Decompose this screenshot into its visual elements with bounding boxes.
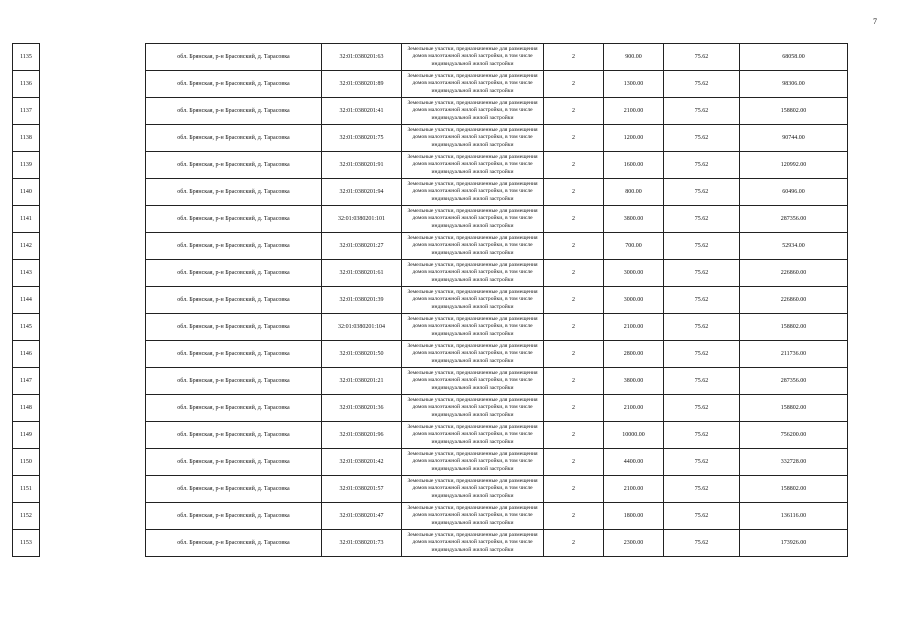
row-number-cell: 1138 [13,125,40,152]
address-cell: обл. Брянская, р-н Брасовский, д. Тарасовка [146,260,322,287]
blank-cell [40,449,146,476]
cadastral-value-cell: 158802.00 [740,314,848,341]
address-cell: обл. Брянская, р-н Брасовский, д. Тарасовка [146,125,322,152]
rate-cell: 75.62 [664,476,740,503]
cadastral-value-cell: 90744.00 [740,125,848,152]
table-row [13,179,848,206]
row-number-cell: 1136 [13,71,40,98]
group-code-cell: 2 [544,449,604,476]
table-row [13,206,848,233]
table-row [13,530,848,557]
land-use-description-cell: Земельные участки, предназначенные для размещения домов малоэтажной жилой застройки, в том числе индивидуальной жилой застройки [402,503,544,530]
blank-cell [40,260,146,287]
group-code-cell: 2 [544,422,604,449]
area-cell: 1200.00 [604,125,664,152]
area-cell: 2300.00 [604,530,664,557]
area-cell: 2100.00 [604,476,664,503]
group-code-cell: 2 [544,206,604,233]
area-cell: 800.00 [604,179,664,206]
land-use-description-cell: Земельные участки, предназначенные для размещения домов малоэтажной жилой застройки, в том числе индивидуальной жилой застройки [402,314,544,341]
row-number-cell: 1140 [13,179,40,206]
blank-cell [40,476,146,503]
land-use-description-cell: Земельные участки, предназначенные для размещения домов малоэтажной жилой застройки, в том числе индивидуальной жилой застройки [402,422,544,449]
blank-cell [40,71,146,98]
table-row [13,422,848,449]
group-code-cell: 2 [544,125,604,152]
land-use-description-cell: Земельные участки, предназначенные для размещения домов малоэтажной жилой застройки, в том числе индивидуальной жилой застройки [402,449,544,476]
rate-cell: 75.62 [664,206,740,233]
blank-cell [40,368,146,395]
cadastral-value-cell: 287356.00 [740,206,848,233]
rate-cell: 75.62 [664,125,740,152]
cadastral-number-cell: 32:01:0380201:63 [322,44,402,71]
rate-cell: 75.62 [664,260,740,287]
group-code-cell: 2 [544,476,604,503]
table-row [13,233,848,260]
address-cell: обл. Брянская, р-н Брасовский, д. Тарасовка [146,476,322,503]
rate-cell: 75.62 [664,287,740,314]
address-cell: обл. Брянская, р-н Брасовский, д. Тарасовка [146,71,322,98]
cadastral-value-cell: 136116.00 [740,503,848,530]
table-row [13,503,848,530]
table-row [13,287,848,314]
area-cell: 2100.00 [604,395,664,422]
table-row [13,341,848,368]
cadastral-number-cell: 32:01:0380201:73 [322,530,402,557]
address-cell: обл. Брянская, р-н Брасовский, д. Тарасовка [146,422,322,449]
blank-cell [40,206,146,233]
row-number-cell: 1137 [13,98,40,125]
row-number-cell: 1149 [13,422,40,449]
address-cell: обл. Брянская, р-н Брасовский, д. Тарасовка [146,233,322,260]
land-use-description-cell: Земельные участки, предназначенные для размещения домов малоэтажной жилой застройки, в том числе индивидуальной жилой застройки [402,395,544,422]
address-cell: обл. Брянская, р-н Брасовский, д. Тарасовка [146,152,322,179]
page-number: 7 [873,17,877,26]
blank-cell [40,314,146,341]
area-cell: 2100.00 [604,314,664,341]
cadastral-value-cell: 756200.00 [740,422,848,449]
row-number-cell: 1135 [13,44,40,71]
area-cell: 1600.00 [604,152,664,179]
rate-cell: 75.62 [664,152,740,179]
blank-cell [40,179,146,206]
blank-cell [40,98,146,125]
land-use-description-cell: Земельные участки, предназначенные для размещения домов малоэтажной жилой застройки, в том числе индивидуальной жилой застройки [402,233,544,260]
blank-cell [40,395,146,422]
area-cell: 2800.00 [604,341,664,368]
cadastral-number-cell: 32:01:0380201:47 [322,503,402,530]
table-row [13,125,848,152]
cadastral-value-cell: 98306.00 [740,71,848,98]
row-number-cell: 1152 [13,503,40,530]
row-number-cell: 1145 [13,314,40,341]
table-row [13,368,848,395]
rate-cell: 75.62 [664,71,740,98]
rate-cell: 75.62 [664,179,740,206]
area-cell: 900.00 [604,44,664,71]
row-number-cell: 1144 [13,287,40,314]
cadastral-value-cell: 226860.00 [740,287,848,314]
area-cell: 1800.00 [604,503,664,530]
area-cell: 3000.00 [604,260,664,287]
group-code-cell: 2 [544,503,604,530]
cadastral-number-cell: 32:01:0380201:75 [322,125,402,152]
rate-cell: 75.62 [664,503,740,530]
area-cell: 4400.00 [604,449,664,476]
cadastral-number-cell: 32:01:0380201:21 [322,368,402,395]
area-cell: 3800.00 [604,206,664,233]
table-row [13,476,848,503]
row-number-cell: 1141 [13,206,40,233]
rate-cell: 75.62 [664,44,740,71]
cadastral-value-cell: 226860.00 [740,260,848,287]
cadastral-value-cell: 120992.00 [740,152,848,179]
blank-cell [40,530,146,557]
land-use-description-cell: Земельные участки, предназначенные для размещения домов малоэтажной жилой застройки, в том числе индивидуальной жилой застройки [402,368,544,395]
rate-cell: 75.62 [664,341,740,368]
cadastral-value-cell: 158802.00 [740,476,848,503]
row-number-cell: 1150 [13,449,40,476]
rate-cell: 75.62 [664,395,740,422]
address-cell: обл. Брянская, р-н Брасовский, д. Тарасовка [146,530,322,557]
group-code-cell: 2 [544,98,604,125]
row-number-cell: 1147 [13,368,40,395]
group-code-cell: 2 [544,233,604,260]
rate-cell: 75.62 [664,98,740,125]
land-use-description-cell: Земельные участки, предназначенные для размещения домов малоэтажной жилой застройки, в том числе индивидуальной жилой застройки [402,44,544,71]
area-cell: 2100.00 [604,98,664,125]
land-use-description-cell: Земельные участки, предназначенные для размещения домов малоэтажной жилой застройки, в том числе индивидуальной жилой застройки [402,260,544,287]
cadastral-value-cell: 211736.00 [740,341,848,368]
table-body [13,44,848,557]
address-cell: обл. Брянская, р-н Брасовский, д. Тарасовка [146,368,322,395]
land-use-description-cell: Земельные участки, предназначенные для размещения домов малоэтажной жилой застройки, в том числе индивидуальной жилой застройки [402,530,544,557]
blank-cell [40,287,146,314]
cadastral-number-cell: 32:01:0380201:50 [322,341,402,368]
blank-cell [40,44,146,71]
cadastral-value-cell: 158802.00 [740,98,848,125]
address-cell: обл. Брянская, р-н Брасовский, д. Тарасовка [146,287,322,314]
cadastral-number-cell: 32:01:0380201:39 [322,287,402,314]
row-number-cell: 1142 [13,233,40,260]
cadastral-number-cell: 32:01:0380201:27 [322,233,402,260]
address-cell: обл. Брянская, р-н Брасовский, д. Тарасовка [146,206,322,233]
table-row [13,314,848,341]
cadastral-number-cell: 32:01:0380201:96 [322,422,402,449]
address-cell: обл. Брянская, р-н Брасовский, д. Тарасовка [146,395,322,422]
blank-cell [40,152,146,179]
blank-cell [40,233,146,260]
land-use-description-cell: Земельные участки, предназначенные для размещения домов малоэтажной жилой застройки, в том числе индивидуальной жилой застройки [402,476,544,503]
row-number-cell: 1151 [13,476,40,503]
row-number-cell: 1139 [13,152,40,179]
rate-cell: 75.62 [664,233,740,260]
cadastral-number-cell: 32:01:0380201:89 [322,71,402,98]
area-cell: 700.00 [604,233,664,260]
address-cell: обл. Брянская, р-н Брасовский, д. Тарасовка [146,449,322,476]
cadastral-number-cell: 32:01:0380201:61 [322,260,402,287]
area-cell: 3000.00 [604,287,664,314]
cadastral-number-cell: 32:01:0380201:42 [322,449,402,476]
cadastral-value-cell: 68058.00 [740,44,848,71]
area-cell: 1300.00 [604,71,664,98]
address-cell: обл. Брянская, р-н Брасовский, д. Тарасовка [146,179,322,206]
land-use-description-cell: Земельные участки, предназначенные для размещения домов малоэтажной жилой застройки, в том числе индивидуальной жилой застройки [402,179,544,206]
land-use-description-cell: Земельные участки, предназначенные для размещения домов малоэтажной жилой застройки, в том числе индивидуальной жилой застройки [402,71,544,98]
group-code-cell: 2 [544,395,604,422]
table-row [13,98,848,125]
area-cell: 10000.00 [604,422,664,449]
row-number-cell: 1148 [13,395,40,422]
address-cell: обл. Брянская, р-н Брасовский, д. Тарасовка [146,503,322,530]
address-cell: обл. Брянская, р-н Брасовский, д. Тарасовка [146,314,322,341]
cadastral-number-cell: 32:01:0380201:57 [322,476,402,503]
group-code-cell: 2 [544,368,604,395]
group-code-cell: 2 [544,152,604,179]
land-use-description-cell: Земельные участки, предназначенные для размещения домов малоэтажной жилой застройки, в том числе индивидуальной жилой застройки [402,125,544,152]
cadastral-number-cell: 32:01:0380201:101 [322,206,402,233]
rate-cell: 75.62 [664,449,740,476]
table-row [13,260,848,287]
group-code-cell: 2 [544,287,604,314]
blank-cell [40,341,146,368]
cadastral-value-cell: 332728.00 [740,449,848,476]
cadastral-value-cell: 287356.00 [740,368,848,395]
blank-cell [40,422,146,449]
rate-cell: 75.62 [664,368,740,395]
land-use-description-cell: Земельные участки, предназначенные для размещения домов малоэтажной жилой застройки, в том числе индивидуальной жилой застройки [402,206,544,233]
row-number-cell: 1146 [13,341,40,368]
table-row [13,449,848,476]
row-number-cell: 1153 [13,530,40,557]
group-code-cell: 2 [544,179,604,206]
cadastral-number-cell: 32:01:0380201:41 [322,98,402,125]
address-cell: обл. Брянская, р-н Брасовский, д. Тарасовка [146,98,322,125]
cadastral-number-cell: 32:01:0380201:94 [322,179,402,206]
group-code-cell: 2 [544,530,604,557]
cadastral-number-cell: 32:01:0380201:91 [322,152,402,179]
blank-cell [40,125,146,152]
group-code-cell: 2 [544,314,604,341]
cadastral-value-cell: 60496.00 [740,179,848,206]
land-use-description-cell: Земельные участки, предназначенные для размещения домов малоэтажной жилой застройки, в том числе индивидуальной жилой застройки [402,152,544,179]
cadastre-table [12,43,848,557]
table-row [13,395,848,422]
cadastral-value-cell: 158802.00 [740,395,848,422]
table-row [13,71,848,98]
group-code-cell: 2 [544,44,604,71]
address-cell: обл. Брянская, р-н Брасовский, д. Тарасовка [146,44,322,71]
land-use-description-cell: Земельные участки, предназначенные для размещения домов малоэтажной жилой застройки, в том числе индивидуальной жилой застройки [402,98,544,125]
group-code-cell: 2 [544,71,604,98]
table-row [13,152,848,179]
area-cell: 3800.00 [604,368,664,395]
rate-cell: 75.62 [664,422,740,449]
rate-cell: 75.62 [664,530,740,557]
table-row [13,44,848,71]
land-use-description-cell: Земельные участки, предназначенные для размещения домов малоэтажной жилой застройки, в том числе индивидуальной жилой застройки [402,287,544,314]
cadastral-number-cell: 32:01:0380201:104 [322,314,402,341]
group-code-cell: 2 [544,260,604,287]
blank-cell [40,503,146,530]
cadastral-value-cell: 173926.00 [740,530,848,557]
rate-cell: 75.62 [664,314,740,341]
group-code-cell: 2 [544,341,604,368]
land-use-description-cell: Земельные участки, предназначенные для размещения домов малоэтажной жилой застройки, в том числе индивидуальной жилой застройки [402,341,544,368]
row-number-cell: 1143 [13,260,40,287]
cadastral-number-cell: 32:01:0380201:36 [322,395,402,422]
address-cell: обл. Брянская, р-н Брасовский, д. Тарасовка [146,341,322,368]
cadastral-value-cell: 52934.00 [740,233,848,260]
